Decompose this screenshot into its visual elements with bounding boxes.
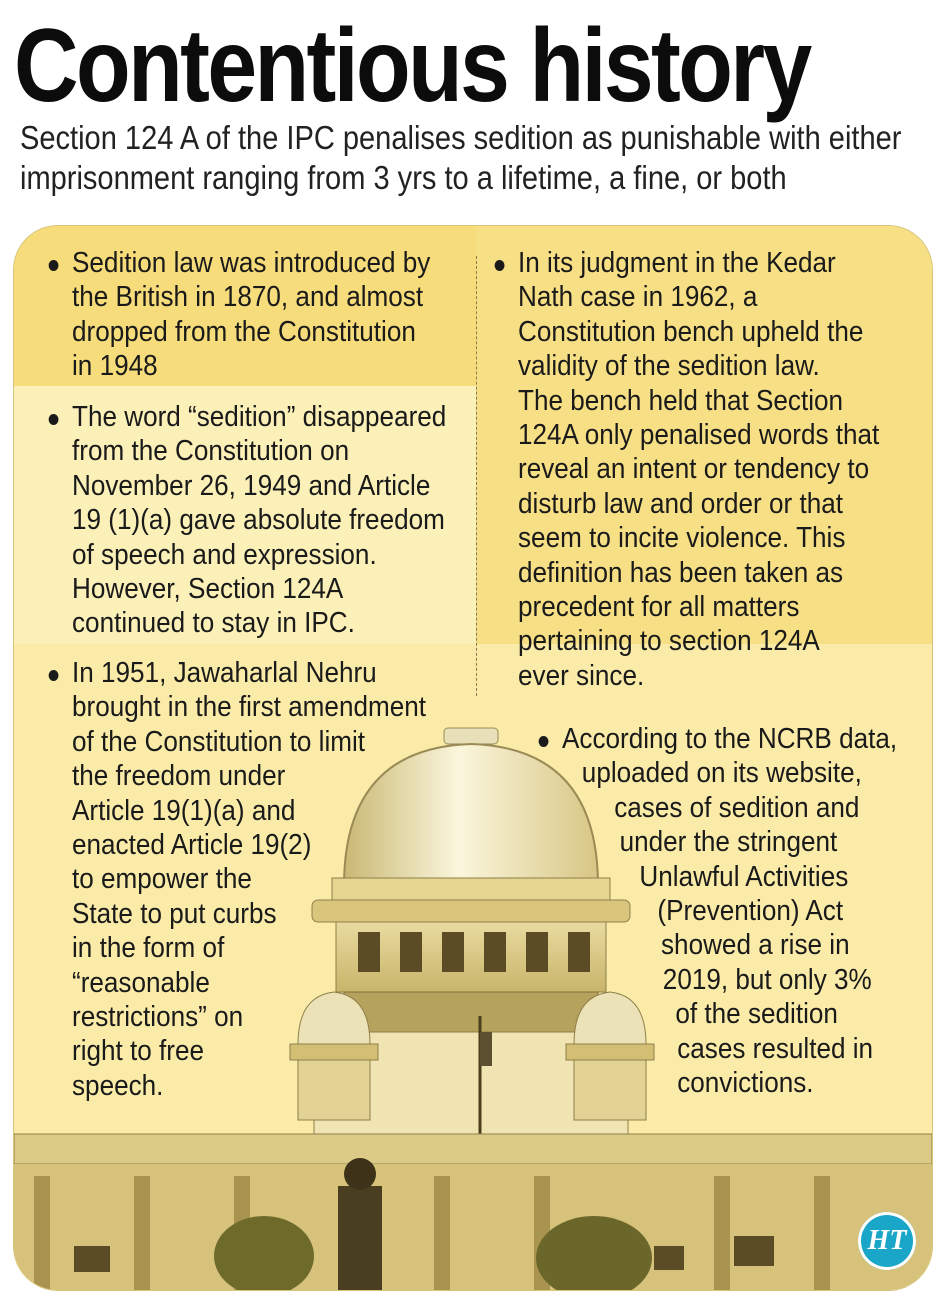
text-line: reveal an intent or tendency to — [518, 453, 870, 486]
text-line: restrictions” on — [72, 1001, 244, 1034]
text-line: Constitution bench upheld the — [518, 315, 864, 348]
text-line: cases resulted in — [677, 1032, 874, 1065]
text-line: dropped from the Constitution — [72, 315, 416, 348]
point-british-1870 — [72, 246, 468, 384]
text-line: seem to incite violence. This — [518, 522, 846, 555]
column-divider — [476, 256, 477, 696]
text-line: In 1951, Jawaharlal Nehru — [72, 657, 377, 689]
point-ncrb-data — [562, 722, 922, 1100]
bullet-dot-icon — [49, 670, 59, 681]
text-line: According to the NCRB data, — [562, 723, 898, 755]
point-kedar-nath-1962 — [518, 246, 932, 693]
text-line: speech. — [72, 1069, 164, 1102]
point-nehru-1951 — [72, 656, 468, 1103]
text-line: validity of the sedition law. — [518, 350, 820, 383]
text-line: the freedom under — [72, 760, 286, 793]
bullet-dot-icon — [49, 260, 59, 271]
text-line: enacted Article 19(2) — [72, 829, 312, 862]
text-line: of the Constitution to limit — [72, 725, 366, 758]
text-line: November 26, 1949 and Article — [72, 469, 431, 502]
text-line: convictions. — [677, 1067, 814, 1100]
text-line: State to put curbs — [72, 897, 277, 930]
text-line: precedent for all matters — [518, 591, 800, 624]
text-line: right to free — [72, 1035, 205, 1068]
ht-logo: HT — [858, 1212, 916, 1270]
content-panel — [14, 226, 932, 1290]
text-line: brought in the first amendment — [72, 691, 426, 724]
text-line: of the sedition — [675, 998, 838, 1031]
text-line: Sedition law was introduced by — [72, 247, 431, 279]
text-line: 124A only penalised words that — [518, 419, 880, 452]
point-word-disappeared — [72, 400, 468, 641]
text-line: 19 (1)(a) gave absolute freedom — [72, 504, 445, 537]
text-line: disturb law and order or that — [518, 487, 843, 520]
text-line: ever since. — [518, 659, 645, 692]
text-line: in 1948 — [72, 350, 158, 383]
text-line: However, Section 124A — [72, 573, 344, 606]
bullet-dot-icon — [49, 414, 59, 425]
text-line: Article 19(1)(a) and — [72, 794, 296, 827]
text-line: definition has been taken as — [518, 556, 844, 589]
text-line: uploaded on its website, — [581, 757, 862, 790]
text-line: Nath case in 1962, a — [518, 281, 758, 314]
text-line: The word “sedition” disappeared — [72, 401, 447, 433]
text-line: “reasonable — [72, 966, 210, 999]
text-line: of speech and expression. — [72, 538, 377, 571]
text-line: the British in 1870, and almost — [72, 281, 424, 314]
text-line: from the Constitution on — [72, 435, 350, 468]
text-line: (Prevention) Act — [657, 895, 844, 928]
text-line: Unlawful Activities — [639, 860, 849, 893]
text-line: cases of sedition and — [614, 791, 860, 824]
text-line: The bench held that Section — [518, 384, 844, 417]
text-line: to empower the — [72, 863, 252, 896]
text-line: 2019, but only 3% — [662, 963, 872, 996]
text-line: in the form of — [72, 932, 225, 965]
text-line: continued to stay in IPC. — [72, 607, 355, 640]
text-line: under the stringent — [619, 826, 838, 859]
bullet-dot-icon — [495, 260, 505, 271]
text-line: showed a rise in — [661, 929, 850, 962]
text-line: In its judgment in the Kedar — [518, 247, 836, 279]
page-title: Contentious history — [14, 8, 810, 124]
text-line: pertaining to section 124A — [518, 625, 820, 658]
bullet-dot-icon — [539, 736, 549, 747]
subtitle: Section 124 A of the IPC penalises sedition as punishable with either imprisonment ranging from 3 yrs to a lifetime, a fine, or both — [20, 119, 902, 196]
